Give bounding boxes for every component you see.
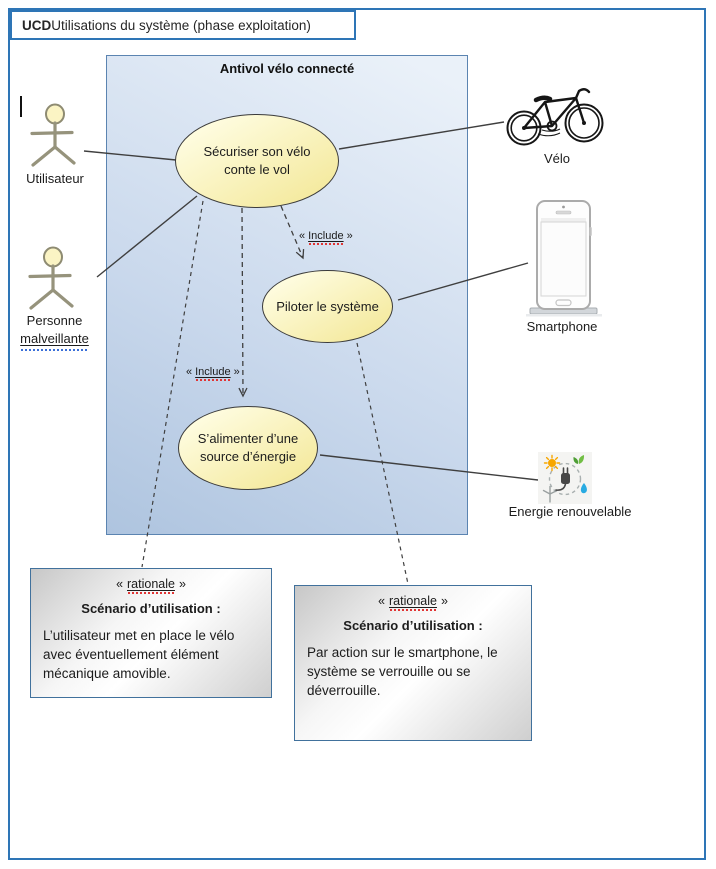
- diagram-title-text: Utilisations du système (phase exploitation): [51, 17, 311, 33]
- saddle: [536, 98, 550, 100]
- actor-malveillante-label-line2: malveillante: [20, 331, 89, 346]
- note-anchor-securiser-rationale[interactable]: [142, 201, 203, 567]
- actor-malveillante-label: [2, 312, 107, 348]
- guillemet-close: »: [178, 577, 186, 591]
- actor-arms: [32, 133, 72, 134]
- include-word: Include: [308, 230, 344, 242]
- handlebar: [576, 89, 589, 98]
- actor-utilisateur-figure[interactable]: [30, 100, 80, 168]
- usecase-alimenter-energie[interactable]: [178, 406, 318, 490]
- actor-arms: [30, 276, 70, 277]
- rationale-note-left[interactable]: [30, 568, 272, 698]
- note-body: Par action sur le smartphone, le système se verrouille ou se déverrouille.: [307, 645, 498, 698]
- rationale-note-right[interactable]: [294, 585, 532, 741]
- note-heading: Scénario d’utilisation :: [343, 618, 483, 633]
- actor-head: [46, 105, 64, 124]
- usecase-alimenter-label: S’alimenter d’une source d’énergie: [197, 431, 299, 464]
- bicycle-sketch-icon[interactable]: [500, 86, 610, 150]
- actor-legs: [33, 147, 74, 165]
- renewable-energy-icon[interactable]: [538, 452, 592, 504]
- guillemet-open: «: [186, 366, 193, 378]
- phone-camera-dot: [562, 206, 565, 209]
- include-word: Include: [195, 366, 231, 378]
- guillemet-open: «: [299, 230, 306, 242]
- actor-smartphone-label: Smartphone: [526, 319, 598, 334]
- rationale-stereotype: [295, 594, 531, 608]
- sun: [548, 459, 556, 467]
- usecase-securiser-velo[interactable]: [175, 114, 339, 208]
- guillemet-open: «: [116, 577, 124, 591]
- system-boundary-title: Antivol vélo connecté: [219, 61, 355, 76]
- note-anchor-piloter-rationale[interactable]: [357, 343, 408, 584]
- association-piloter-smartphone[interactable]: [398, 263, 528, 300]
- usecase-piloter-systeme[interactable]: [262, 270, 393, 343]
- actor-utilisateur-label: Utilisateur: [26, 171, 84, 186]
- phone-side-button: [589, 227, 592, 236]
- actor-energie-label: Energie renouvelable: [508, 504, 632, 519]
- actor-legs: [31, 290, 72, 308]
- association-malveillante-securiser[interactable]: [97, 196, 197, 277]
- diagram-title-box[interactable]: [10, 10, 356, 40]
- actor-malveillante-label-line1: Personne: [26, 313, 83, 328]
- usecase-securiser-label: Sécuriser son vélo conte le vol: [203, 144, 311, 177]
- rationale-stereotype: [31, 577, 271, 591]
- note-heading: Scénario d’utilisation :: [81, 601, 221, 616]
- include-label-alimenter: [186, 366, 240, 378]
- include-arrow-securiser-alimenter[interactable]: [242, 208, 243, 396]
- phone-screen: [541, 222, 586, 296]
- stand-shadow: [526, 314, 602, 317]
- smartphone-icon[interactable]: [526, 197, 602, 319]
- plug-body: [561, 473, 570, 484]
- actor-head: [44, 248, 62, 267]
- actor-velo-label: Vélo: [543, 151, 571, 166]
- guillemet-close: »: [233, 366, 240, 378]
- phone-speaker: [556, 211, 571, 214]
- text-cursor-artifact: [20, 96, 22, 117]
- actor-malveillante-figure[interactable]: [28, 243, 78, 311]
- rationale-word: rationale: [389, 594, 437, 608]
- note-body: L’utilisateur met en place le vélo avec éventuellement élément mécanique amovible.: [43, 628, 235, 681]
- association-securiser-velo[interactable]: [339, 122, 504, 149]
- guillemet-close: »: [346, 230, 353, 242]
- rationale-word: rationale: [127, 577, 175, 591]
- diagram-title-keyword: UCD: [22, 17, 52, 33]
- usecase-piloter-label: Piloter le système: [276, 298, 379, 314]
- association-utilisateur-securiser[interactable]: [84, 151, 176, 160]
- include-label-piloter: [299, 230, 353, 242]
- guillemet-close: »: [440, 594, 448, 608]
- phone-statusbar: [541, 218, 586, 222]
- guillemet-open: «: [378, 594, 386, 608]
- association-alimenter-energie[interactable]: [320, 455, 538, 480]
